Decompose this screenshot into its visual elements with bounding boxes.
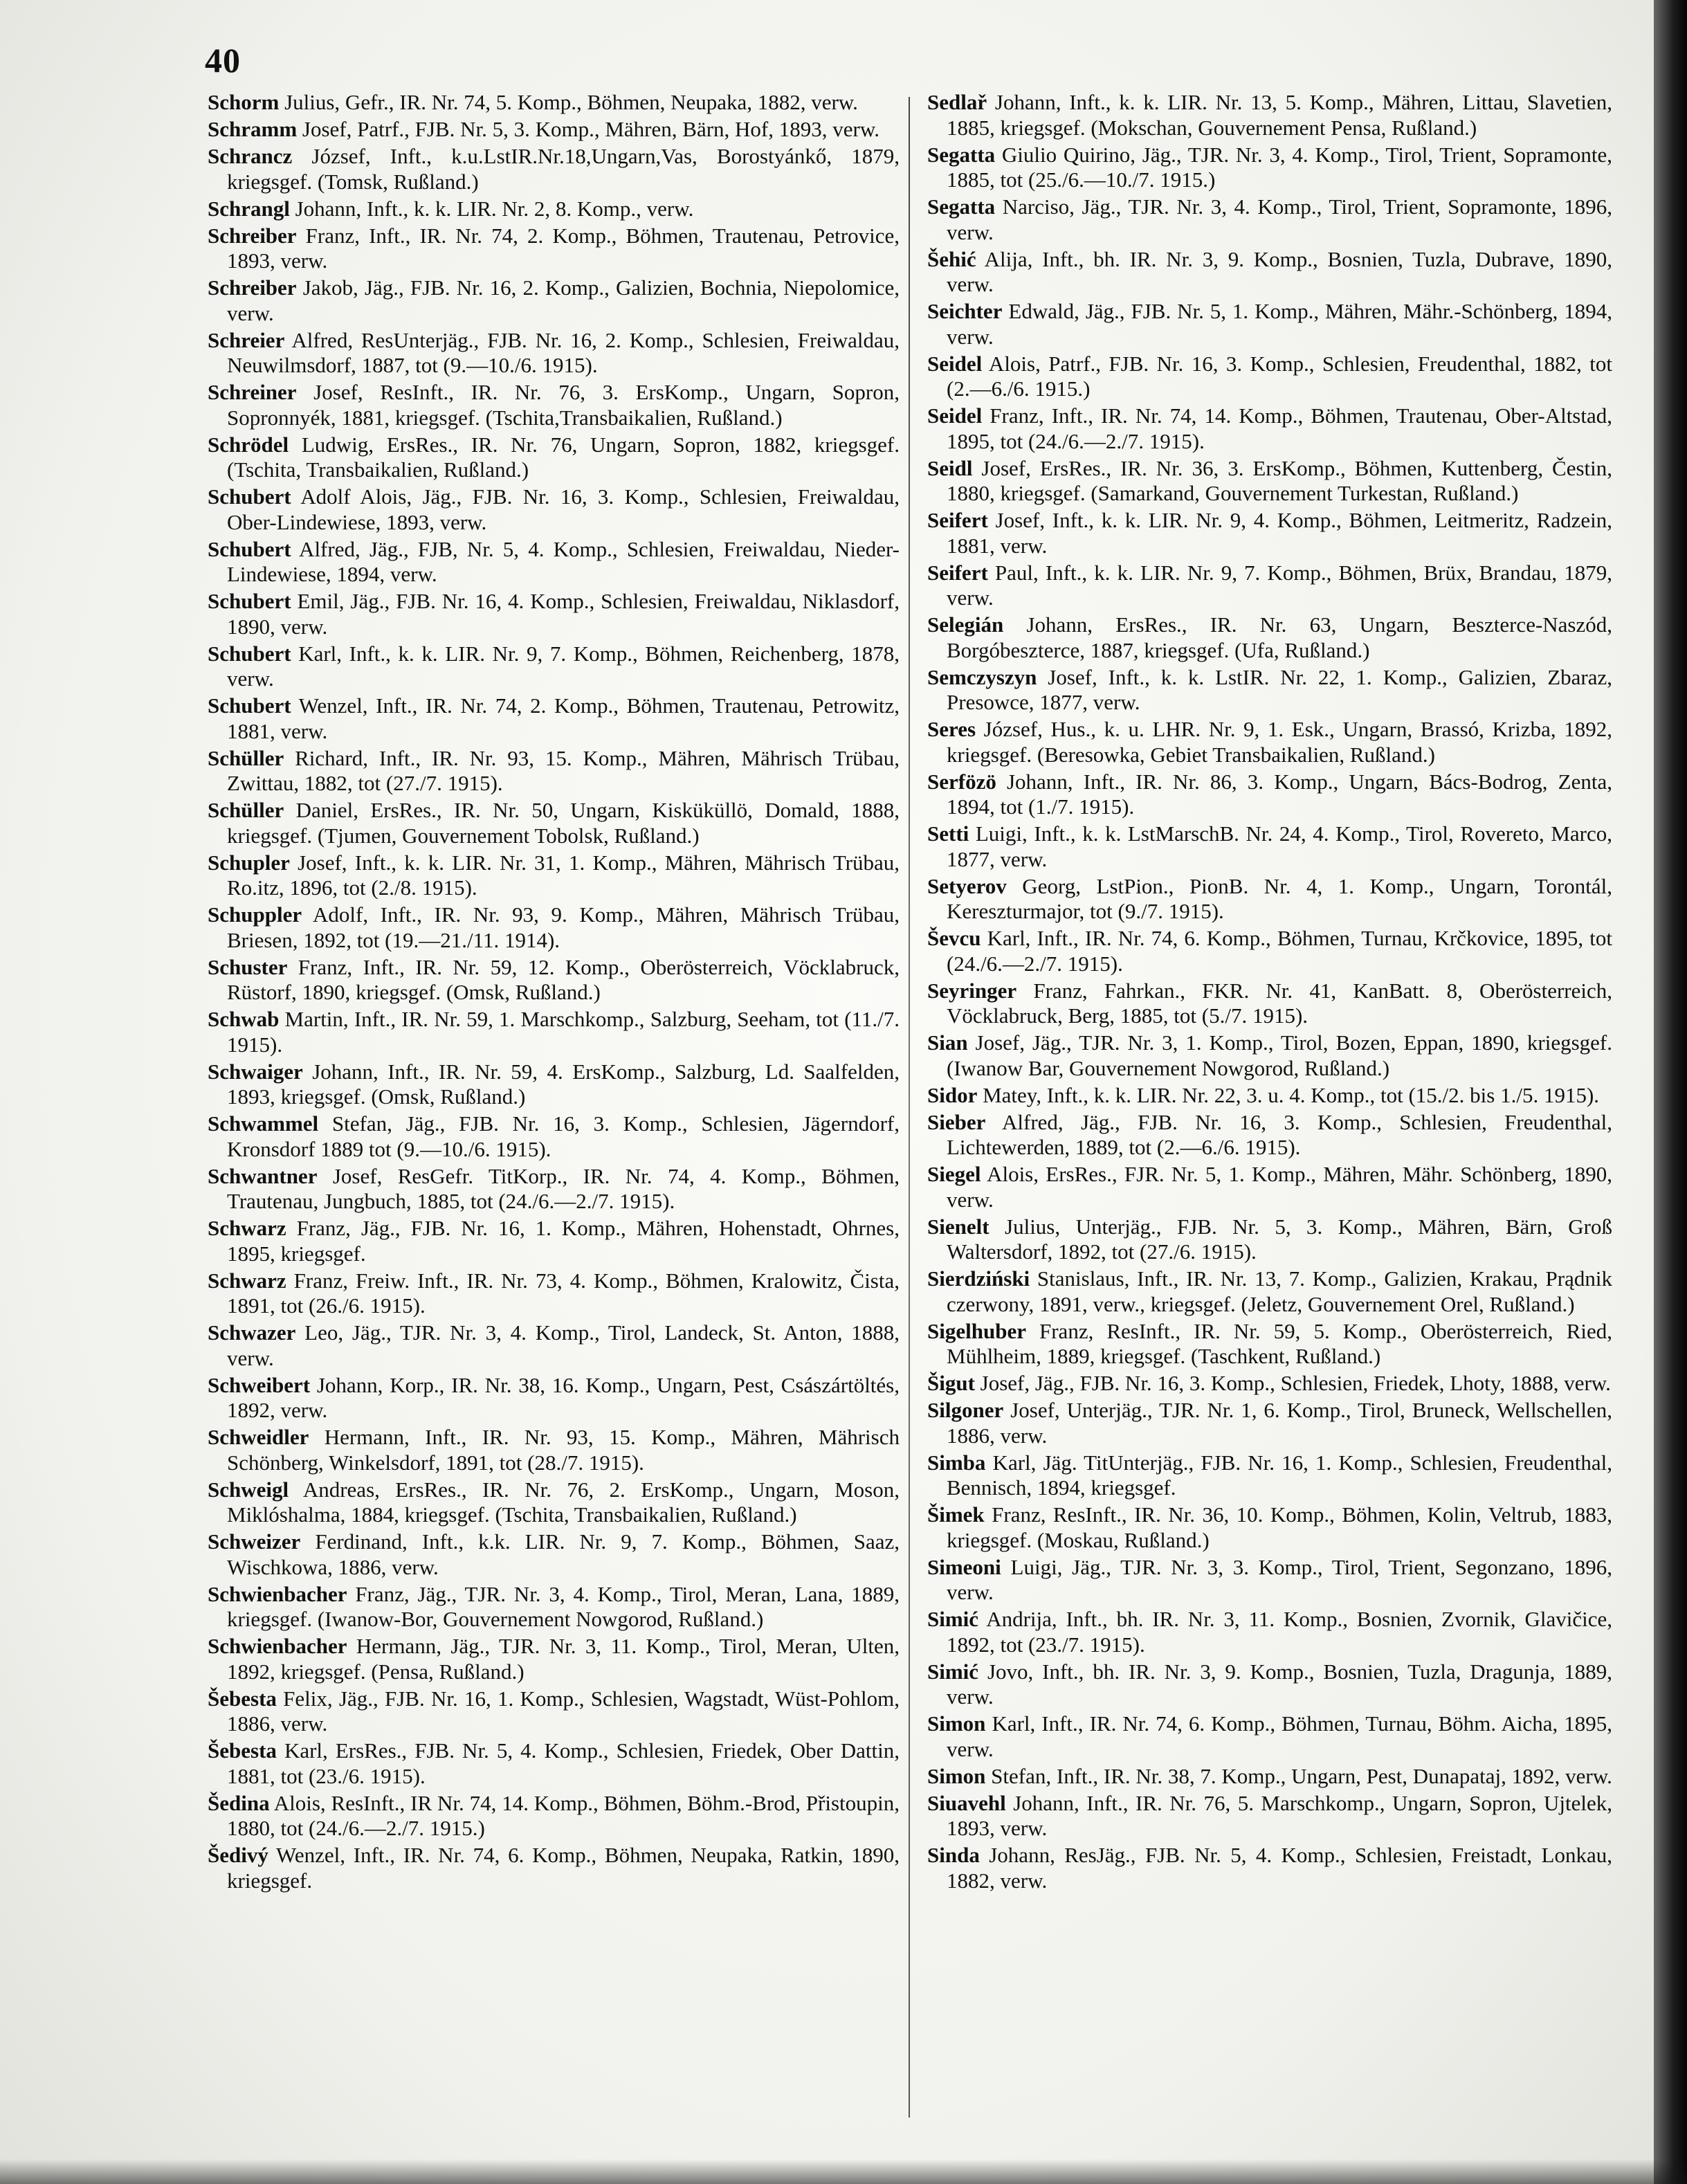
entry-surname: Serfözö <box>927 769 996 794</box>
register-entry <box>208 902 900 953</box>
entry-details: Johann, Inft., k. k. LIR. Nr. 13, 5. Komp., Mähren, Littau, Slavetien, 1885, kriegsgef. (Mokschan, Gouvernement Pensa, Rußland.) <box>947 90 1612 140</box>
entry-details: Josef, Jäg., FJB. Nr. 16, 3. Komp., Schlesien, Friedek, Lhoty, 1888, verw. <box>974 1371 1611 1395</box>
register-entry <box>927 1711 1612 1762</box>
register-entry <box>927 1266 1612 1317</box>
entry-details: Julius, Unterjäg., FJB. Nr. 5, 3. Komp., Mähren, Bärn, Groß Waltersdorf, 1892, tot (27./6. 1915). <box>947 1214 1612 1264</box>
entry-surname: Šigut <box>927 1371 975 1395</box>
register-entry <box>208 90 900 116</box>
entry-details: Narciso, Jäg., TJR. Nr. 3, 4. Komp., Tirol, Trient, Sopramonte, 1896, verw. <box>947 194 1612 244</box>
register-entry <box>927 143 1612 193</box>
entry-surname: Sedlař <box>927 90 987 114</box>
register-entry <box>208 433 900 483</box>
entry-surname: Schramm <box>208 117 298 141</box>
page-edge-shadow-right <box>1654 0 1687 2184</box>
register-entry <box>927 1110 1612 1161</box>
entry-surname: Simon <box>927 1711 986 1736</box>
register-entry <box>208 537 900 588</box>
entry-surname: Semczyszyn <box>927 664 1037 689</box>
entry-surname: Schuster <box>208 954 288 979</box>
entry-surname: Schupler <box>208 850 290 875</box>
register-entry <box>927 299 1612 349</box>
entry-details: Jovo, Inft., bh. IR. Nr. 3, 9. Komp., Bosnien, Tuzla, Dragunja, 1889, verw. <box>947 1659 1612 1709</box>
entry-surname: Sierdziński <box>927 1266 1030 1291</box>
entry-details: Andrija, Inft., bh. IR. Nr. 3, 11. Komp., Bosnien, Zvornik, Glavičice, 1892, tot (23./7. 1915). <box>947 1607 1612 1657</box>
register-entry <box>927 1502 1612 1553</box>
entry-surname: Setti <box>927 821 969 846</box>
entry-details: Adolf, Inft., IR. Nr. 93, 9. Komp., Mähren, Mährisch Trübau, Briesen, 1892, tot (19.—21./11. 1914). <box>227 902 900 952</box>
register-entry <box>208 589 900 639</box>
entry-details: Josef, ResInft., IR. Nr. 76, 3. ErsKomp., Ungarn, Sopron, Sopronnyék, 1881, kriegsgef. (Tschita,Transbaikalien, Rußland.) <box>227 380 900 430</box>
entry-details: Karl, Jäg. TitUnterjäg., FJB. Nr. 16, 1. Komp., Schlesien, Freudenthal, Bennisch, 1894, kriegsgef. <box>947 1450 1612 1500</box>
register-entry <box>208 641 900 692</box>
register-entry <box>208 380 900 430</box>
register-entry <box>927 456 1612 507</box>
register-entry <box>927 1371 1612 1396</box>
register-entry <box>208 1425 900 1475</box>
left-column <box>208 90 900 1895</box>
register-entry <box>208 693 900 744</box>
entry-details: Franz, Jäg., TJR. Nr. 3, 4. Komp., Tirol, Meran, Lana, 1889, kriegsgef. (Iwanow-Bor, Gouvernement Nowgorod, Rußland.) <box>227 1581 900 1631</box>
entry-details: Ludwig, ErsRes., IR. Nr. 76, Ungarn, Sopron, 1882, kriegsgef. (Tschita, Transbaikalien, Rußland.) <box>227 432 900 482</box>
register-entry <box>927 717 1612 767</box>
entry-details: Adolf Alois, Jäg., FJB. Nr. 16, 3. Komp., Schlesien, Freiwaldau, Ober-Lindewiese, 1893, verw. <box>227 484 900 534</box>
entry-surname: Simeoni <box>927 1554 1001 1579</box>
entry-surname: Sinda <box>927 1843 980 1867</box>
register-entry <box>208 798 900 848</box>
entry-surname: Simon <box>927 1763 986 1788</box>
register-entry <box>208 955 900 1005</box>
entry-details: Alfred, ResUnterjäg., FJB. Nr. 16, 2. Komp., Schlesien, Freiwaldau, Neuwilmsdorf, 1887, tot (9.—10./6. 1915). <box>227 327 900 377</box>
entry-surname: Šebesta <box>208 1738 277 1763</box>
entry-surname: Šebesta <box>208 1686 277 1711</box>
entry-details: Andreas, ErsRes., IR. Nr. 76, 2. ErsKomp., Ungarn, Moson, Miklóshalma, 1884, kriegsgef. (Tschita, Transbaikalien, Rußland.) <box>227 1477 900 1527</box>
entry-surname: Schreier <box>208 327 285 352</box>
entry-surname: Sidor <box>927 1082 978 1107</box>
entry-surname: Simić <box>927 1607 979 1631</box>
entry-details: Giulio Quirino, Jäg., TJR. Nr. 3, 4. Komp., Tirol, Trient, Sopramonte, 1885, tot (25./6.—10./7. 1915.) <box>947 142 1612 192</box>
register-entry <box>927 1030 1612 1081</box>
entry-details: Hermann, Jäg., TJR. Nr. 3, 11. Komp., Tirol, Meran, Ulten, 1892, kriegsgef. (Pensa, Rußland.) <box>227 1634 900 1684</box>
register-entry <box>208 850 900 901</box>
register-entry <box>208 1791 900 1841</box>
register-entry <box>208 1007 900 1057</box>
entry-surname: Seichter <box>927 299 1003 323</box>
register-entry <box>208 484 900 535</box>
entry-details: Alois, ErsRes., FJR. Nr. 5, 1. Komp., Mähren, Mähr. Schönberg, 1890, verw. <box>947 1162 1612 1212</box>
entry-surname: Šedivý <box>208 1843 268 1867</box>
entry-surname: Sieber <box>927 1109 986 1134</box>
entry-details: Alois, ResInft., IR Nr. 74, 14. Komp., Böhmen, Böhm.-Brod, Přistoupin, 1880, tot (24./6.—2./7. 1915.) <box>227 1790 900 1840</box>
register-entry <box>208 1216 900 1266</box>
register-entry <box>927 665 1612 716</box>
entry-surname: Sienelt <box>927 1214 990 1239</box>
register-entry <box>208 1320 900 1371</box>
entry-surname: Silgoner <box>927 1398 1004 1422</box>
entry-details: Josef, Inft., k. k. LIR. Nr. 9, 4. Komp., Böhmen, Leitmeritz, Radzein, 1881, verw. <box>947 508 1612 558</box>
entry-surname: Schuppler <box>208 902 302 927</box>
register-entry <box>208 1477 900 1528</box>
entry-surname: Schwienbacher <box>208 1581 347 1606</box>
entry-details: Edwald, Jäg., FJB. Nr. 5, 1. Komp., Mähren, Mähr.-Schönberg, 1894, verw. <box>947 299 1612 349</box>
entry-details: Leo, Jäg., TJR. Nr. 3, 4. Komp., Tirol, Landeck, St. Anton, 1888, verw. <box>227 1320 900 1370</box>
entry-details: Richard, Inft., IR. Nr. 93, 15. Komp., Mähren, Mährisch Trübau, Zwittau, 1882, tot (27./7. 1915). <box>227 745 900 795</box>
register-entry <box>208 328 900 379</box>
entry-details: Karl, Inft., IR. Nr. 74, 6. Komp., Böhmen, Turnau, Krčkovice, 1895, tot (24./6.—2./7. 1915). <box>947 926 1612 976</box>
register-entry <box>927 1843 1612 1893</box>
entry-surname: Segatta <box>927 194 996 219</box>
entry-details: Hermann, Inft., IR. Nr. 93, 15. Komp., Mähren, Mährisch Schönberg, Winkelsdorf, 1891, tot (28./7. 1915). <box>227 1425 900 1475</box>
entry-details: Johann, Inft., IR. Nr. 86, 3. Komp., Ungarn, Bács-Bodrog, Zenta, 1894, tot (1./7. 1915). <box>947 769 1612 819</box>
register-entry <box>208 1582 900 1632</box>
entry-details: Felix, Jäg., FJB. Nr. 16, 1. Komp., Schlesien, Wagstadt, Wüst-Pohlom, 1886, verw. <box>227 1686 900 1736</box>
entry-details: Franz, Freiw. Inft., IR. Nr. 73, 4. Komp., Böhmen, Kralowitz, Čista, 1891, tot (26./6. 1915). <box>227 1268 900 1318</box>
entry-surname: Schubert <box>208 641 291 666</box>
entry-surname: Seifert <box>927 508 988 532</box>
register-entry <box>927 352 1612 402</box>
register-entry <box>208 1059 900 1110</box>
entry-details: Luigi, Jäg., TJR. Nr. 3, 3. Komp., Tirol, Trient, Segonzano, 1896, verw. <box>947 1554 1612 1604</box>
register-entry <box>927 1555 1612 1605</box>
register-entry <box>208 275 900 326</box>
register-entry <box>927 1659 1612 1710</box>
register-entry <box>927 770 1612 820</box>
register-entry <box>208 1843 900 1893</box>
register-entry <box>208 117 900 143</box>
entry-details: Josef, Jäg., TJR. Nr. 3, 1. Komp., Tirol, Bozen, Eppan, 1890, kriegsgef. (Iwanow Bar, Gouvernement Nowgorod, Rußland.) <box>947 1030 1612 1080</box>
entry-details: Josef, Patrf., FJB. Nr. 5, 3. Komp., Mähren, Bärn, Hof, 1893, verw. <box>297 117 879 141</box>
entry-surname: Seyringer <box>927 978 1017 1003</box>
entry-surname: Schwaiger <box>208 1059 303 1084</box>
register-entry <box>927 1607 1612 1657</box>
entry-details: Alfred, Jäg., FJB. Nr. 16, 3. Komp., Schlesien, Freudenthal, Lichtewerden, 1889, tot (2.—6./6. 1915). <box>947 1109 1612 1159</box>
register-entry <box>927 1083 1612 1109</box>
entry-surname: Setyerov <box>927 873 1007 898</box>
entry-details: Alois, Patrf., FJB. Nr. 16, 3. Komp., Schlesien, Freudenthal, 1882, tot (2.—6./6. 1915.) <box>947 351 1612 401</box>
entry-surname: Schweigl <box>208 1477 289 1502</box>
register-entry <box>208 1634 900 1684</box>
entry-details: Luigi, Inft., k. k. LstMarschB. Nr. 24, 4. Komp., Tirol, Rovereto, Marco, 1877, verw. <box>947 821 1612 871</box>
register-entry <box>208 746 900 797</box>
entry-surname: Schrancz <box>208 144 293 168</box>
entry-surname: Siegel <box>927 1162 981 1186</box>
entry-details: Franz, Jäg., FJB. Nr. 16, 1. Komp., Mähren, Hohenstadt, Ohrnes, 1895, kriegsgef. <box>227 1216 900 1266</box>
entry-surname: Selegián <box>927 612 1004 637</box>
entry-surname: Schwienbacher <box>208 1634 347 1658</box>
register-entry <box>208 1373 900 1423</box>
register-entry <box>208 197 900 222</box>
register-entry <box>927 821 1612 872</box>
register-entry <box>927 561 1612 611</box>
entry-details: Franz, Inft., IR. Nr. 74, 14. Komp., Böhmen, Trautenau, Ober-Altstad, 1895, tot (24./6.—2./7. 1915). <box>947 403 1612 453</box>
register-entry <box>208 1164 900 1214</box>
page-number: 40 <box>205 41 241 80</box>
entry-surname: Sigelhuber <box>927 1318 1026 1343</box>
entry-details: Johann, ResJäg., FJB. Nr. 5, 4. Komp., Schlesien, Freistadt, Lonkau, 1882, verw. <box>947 1843 1612 1893</box>
entry-surname: Schüller <box>208 798 284 822</box>
entry-details: Stanislaus, Inft., IR. Nr. 13, 7. Komp., Galizien, Krakau, Prądnik czerwony, 1891, verw., kriegsgef. (Jeletz, Gouvernement Orel, Rußland.) <box>947 1266 1612 1316</box>
register-entry <box>927 90 1612 140</box>
register-entry <box>208 1686 900 1737</box>
entry-details: Stefan, Jäg., FJB. Nr. 16, 3. Komp., Schlesien, Jägerndorf, Kronsdorf 1889 tot (9.—10./6. 1915). <box>227 1111 900 1161</box>
entry-details: Julius, Gefr., IR. Nr. 74, 5. Komp., Böhmen, Neupaka, 1882, verw. <box>279 90 858 114</box>
entry-details: Johann, ErsRes., IR. Nr. 63, Ungarn, Beszterce-Naszód, Borgóbeszterce, 1887, kriegsgef. (Ufa, Rußland.) <box>947 612 1612 662</box>
entry-details: Daniel, ErsRes., IR. Nr. 50, Ungarn, Kisküküllö, Domald, 1888, kriegsgef. (Tjumen, Gouvernement Tobolsk, Rußland.) <box>227 798 900 848</box>
entry-details: Wenzel, Inft., IR. Nr. 74, 6. Komp., Böhmen, Neupaka, Ratkin, 1890, kriegsgef. <box>227 1843 900 1893</box>
entry-details: Emil, Jäg., FJB. Nr. 16, 4. Komp., Schlesien, Freiwaldau, Niklasdorf, 1890, verw. <box>227 589 900 639</box>
entry-details: Johann, Inft., IR. Nr. 76, 5. Marschkomp., Ungarn, Sopron, Ujtelek, 1893, verw. <box>947 1790 1612 1840</box>
entry-surname: Schubert <box>208 536 291 561</box>
entry-details: Josef, Unterjäg., TJR. Nr. 1, 6. Komp., Tirol, Bruneck, Wellschellen, 1886, verw. <box>947 1398 1612 1448</box>
entry-surname: Schweidler <box>208 1425 309 1449</box>
entry-surname: Schrangl <box>208 196 290 221</box>
register-entry <box>927 874 1612 925</box>
entry-details: Karl, ErsRes., FJB. Nr. 5, 4. Komp., Schlesien, Friedek, Ober Dattin, 1881, tot (23./6. 1915). <box>227 1738 900 1788</box>
register-entry <box>208 224 900 274</box>
entry-details: Franz, ResInft., IR. Nr. 59, 5. Komp., Oberösterreich, Ried, Mühlheim, 1889, kriegsgef. (Taschkent, Rußland.) <box>947 1318 1612 1368</box>
entry-details: Paul, Inft., k. k. LIR. Nr. 9, 7. Komp., Böhmen, Brüx, Brandau, 1879, verw. <box>947 560 1612 610</box>
register-entry <box>927 1319 1612 1369</box>
entry-surname: Šimek <box>927 1502 985 1527</box>
entry-details: Johann, Korp., IR. Nr. 38, 16. Komp., Ungarn, Pest, Császártöltés, 1892, verw. <box>227 1372 900 1422</box>
entry-surname: Seidel <box>927 403 983 428</box>
entry-surname: Schwarz <box>208 1216 286 1240</box>
register-entry <box>927 1764 1612 1790</box>
entry-details: Josef, ResGefr. TitKorp., IR. Nr. 74, 4. Komp., Böhmen, Trautenau, Jungbuch, 1885, tot (24./6.—2./7. 1915). <box>227 1163 900 1213</box>
entry-details: Wenzel, Inft., IR. Nr. 74, 2. Komp., Böhmen, Trautenau, Petrowitz, 1881, verw. <box>227 693 900 743</box>
entry-details: Alija, Inft., bh. IR. Nr. 3, 9. Komp., Bosnien, Tuzla, Dubrave, 1890, verw. <box>947 246 1612 296</box>
entry-surname: Seifert <box>927 560 988 585</box>
entry-surname: Segatta <box>927 142 996 167</box>
entry-details: Ferdinand, Inft., k.k. LIR. Nr. 9, 7. Komp., Böhmen, Saaz, Wischkowa, 1886, verw. <box>227 1529 900 1579</box>
entry-surname: Schorm <box>208 90 280 114</box>
entry-surname: Seres <box>927 717 976 741</box>
entry-details: Josef, ErsRes., IR. Nr. 36, 3. ErsKomp., Böhmen, Kuttenberg, Čestin, 1880, kriegsgef. (Samarkand, Gouvernement Turkestan, Rußland.) <box>947 455 1612 505</box>
entry-surname: Schreiber <box>208 223 297 248</box>
page-edge-shadow-bottom <box>0 2159 1687 2184</box>
entry-surname: Schwantner <box>208 1163 318 1188</box>
entry-surname: Siuavehl <box>927 1790 1006 1815</box>
register-entry <box>927 194 1612 245</box>
entry-surname: Šehić <box>927 246 976 271</box>
register-entry <box>927 1398 1612 1448</box>
entry-details: Matey, Inft., k. k. LIR. Nr. 22, 3. u. 4. Komp., tot (15./2. bis 1./5. 1915). <box>977 1082 1600 1107</box>
entry-surname: Simba <box>927 1450 986 1475</box>
entry-surname: Schwarz <box>208 1268 286 1293</box>
entry-surname: Šedina <box>208 1790 270 1815</box>
register-entry <box>927 979 1612 1029</box>
register-entry <box>927 403 1612 454</box>
entry-details: Jakob, Jäg., FJB. Nr. 16, 2. Komp., Galizien, Bochnia, Niepolomice, verw. <box>227 275 900 325</box>
entry-details: Josef, Inft., k. k. LstIR. Nr. 22, 1. Komp., Galizien, Zbaraz, Presowce, 1877, verw. <box>947 664 1612 714</box>
register-entry <box>208 1529 900 1580</box>
register-entry <box>927 247 1612 298</box>
register-entry <box>927 508 1612 558</box>
entry-details: Stefan, Inft., IR. Nr. 38, 7. Komp., Ungarn, Pest, Dunapataj, 1892, verw. <box>985 1763 1612 1788</box>
register-entry <box>208 144 900 194</box>
entry-details: Martin, Inft., IR. Nr. 59, 1. Marschkomp., Salzburg, Seeham, tot (11./7. 1915). <box>227 1007 900 1057</box>
entry-surname: Simić <box>927 1659 979 1684</box>
entry-details: Johann, Inft., k. k. LIR. Nr. 2, 8. Komp., verw. <box>289 196 694 221</box>
entry-surname: Schüller <box>208 745 284 770</box>
entry-details: Alfred, Jäg., FJB, Nr. 5, 4. Komp., Schlesien, Freiwaldau, Nieder-Lindewiese, 1894, verw. <box>227 536 900 586</box>
entry-surname: Seidel <box>927 351 983 376</box>
entry-surname: Seidl <box>927 455 973 480</box>
entry-surname: Schubert <box>208 693 291 718</box>
entry-surname: Schreiber <box>208 275 297 300</box>
entry-details: József, Inft., k.u.LstIR.Nr.18,Ungarn,Vas, Borostyánkő, 1879, kriegsgef. (Tomsk, Rußland.) <box>227 144 900 194</box>
register-entry <box>208 1738 900 1789</box>
entry-details: Franz, Inft., IR. Nr. 59, 12. Komp., Oberösterreich, Vöcklabruck, Rüstorf, 1890, kriegsgef. (Omsk, Rußland.) <box>227 954 900 1004</box>
entry-details: Franz, Fahrkan., FKR. Nr. 41, KanBatt. 8, Oberösterreich, Vöcklabruck, Berg, 1885, tot (5./7. 1915). <box>947 978 1612 1028</box>
entry-surname: Schweizer <box>208 1529 301 1554</box>
entry-details: József, Hus., k. u. LHR. Nr. 9, 1. Esk., Ungarn, Brassó, Krizba, 1892, kriegsgef. (Beresowka, Gebiet Transbaikalien, Rußland.) <box>947 717 1612 767</box>
register-entry <box>927 1214 1612 1265</box>
entry-details: Karl, Inft., IR. Nr. 74, 6. Komp., Böhmen, Turnau, Böhm. Aicha, 1895, verw. <box>947 1711 1612 1761</box>
entry-details: Georg, LstPion., PionB. Nr. 4, 1. Komp., Ungarn, Torontál, Kereszturmajor, tot (9./7. 1915). <box>947 873 1612 923</box>
right-column <box>927 90 1612 1895</box>
entry-surname: Schweibert <box>208 1372 311 1397</box>
entry-surname: Ševcu <box>927 926 981 950</box>
entry-surname: Schubert <box>208 589 291 613</box>
entry-details: Franz, ResInft., IR. Nr. 36, 10. Komp., Böhmen, Kolin, Veltrub, 1883, kriegsgef. (Moskau, Rußland.) <box>947 1502 1612 1552</box>
entry-surname: Schwazer <box>208 1320 296 1345</box>
entry-details: Josef, Inft., k. k. LIR. Nr. 31, 1. Komp., Mähren, Mährisch Trübau, Ro.itz, 1896, tot (2./8. 1915). <box>227 850 900 900</box>
register-entry <box>927 926 1612 976</box>
entry-details: Franz, Inft., IR. Nr. 74, 2. Komp., Böhmen, Trautenau, Petrovice, 1893, verw. <box>227 223 900 273</box>
register-entry <box>208 1268 900 1319</box>
entry-surname: Sian <box>927 1030 968 1055</box>
entry-surname: Schreiner <box>208 380 297 404</box>
register-entry <box>208 1111 900 1162</box>
entry-details: Johann, Inft., IR. Nr. 59, 4. ErsKomp., Salzburg, Ld. Saalfelden, 1893, kriegsgef. (Omsk, Rußland.) <box>227 1059 900 1109</box>
entry-surname: Schwammel <box>208 1111 319 1136</box>
register-entry <box>927 612 1612 663</box>
entry-surname: Schrödel <box>208 432 289 457</box>
column-divider <box>909 97 910 2118</box>
entry-surname: Schubert <box>208 484 291 509</box>
register-entry <box>927 1791 1612 1841</box>
register-entry <box>927 1450 1612 1501</box>
entry-surname: Schwab <box>208 1007 280 1031</box>
register-entry <box>927 1162 1612 1212</box>
entry-details: Karl, Inft., k. k. LIR. Nr. 9, 7. Komp., Böhmen, Reichenberg, 1878, verw. <box>227 641 900 691</box>
